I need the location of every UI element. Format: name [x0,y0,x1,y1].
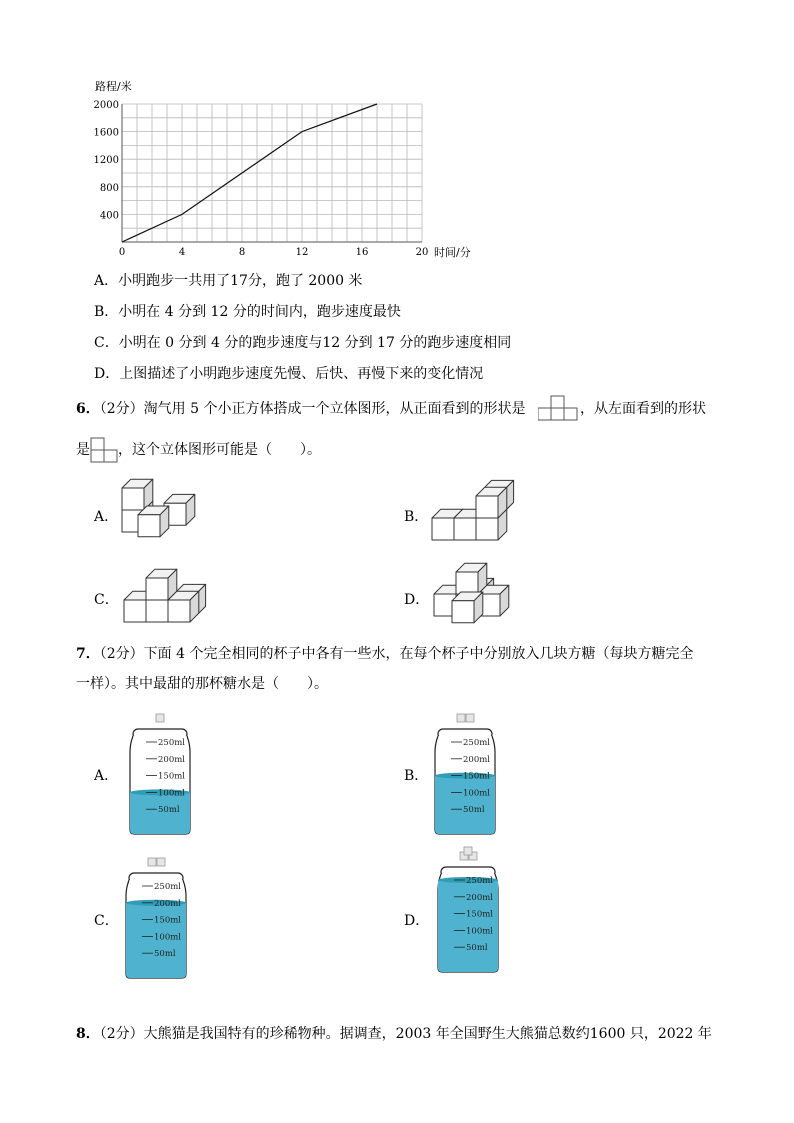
q7-score: （2分） [99,646,144,662]
scale-label: 150ml [158,771,186,782]
x-tick-label: 8 [238,247,246,258]
front-view-shape-icon [538,395,580,421]
q6-text-c: ，这个立体图形可能是（ ）。 [118,442,321,458]
q8-text-1: 大熊猫是我国特有的珍稀物种。据调查，2003 年全国野生大熊猫总数约1600 只，2022 年 [143,1026,712,1042]
q8-line-1 [76,1024,712,1044]
y-tick-label: 800 [99,182,119,194]
cube-front-face [124,600,146,622]
q5-option-b[interactable] [94,301,401,321]
cube-front-face [146,600,168,622]
cube [138,506,169,537]
cube-front-face [456,572,478,594]
q5-option-d-label: D． [94,366,120,382]
y-tick-label: 1200 [93,155,119,167]
distance-time-chart [90,72,490,262]
x-tick-label: 20 [415,247,429,258]
q6-number: 6． [76,401,100,417]
cube [456,563,487,594]
y-tick-label: 1600 [93,127,119,139]
cube [476,487,507,518]
cube-front-face [122,488,144,510]
cube-front-face [168,600,190,622]
y-axis-label: 路程/米 [95,80,132,93]
scale-label: 200ml [154,898,182,909]
cube-front-face [454,518,476,540]
q5-option-c[interactable] [94,332,511,352]
scale-label: 50ml [466,943,488,954]
scale-label: 200ml [463,754,491,765]
q5-option-c-text: 小明在 0 分到 4 分的跑步速度与12 分到 17 分的跑步速度相同 [118,335,512,351]
q7-text-1: 下面 4 个完全相同的杯子中各有一些水，在每个杯子中分别放入几块方糖（每块方糖完全 [143,646,694,662]
q8-score: （2分） [99,1026,144,1042]
x-tick-label: 16 [355,247,369,258]
scale-label: 200ml [158,754,186,765]
sugar-cubes [148,858,165,866]
cube-front-face [138,515,160,537]
cube-front-face [476,496,498,518]
cube [452,592,483,623]
q6-option-d-cubes[interactable] [430,562,520,628]
scale-label: 100ml [466,926,494,937]
scale-label: 100ml [154,932,182,943]
scale-label: 250ml [466,876,494,886]
x-axis-label: 时间/分 [434,246,471,259]
x-tick-label: 12 [295,247,309,258]
x-tick-label: 0 [118,247,126,258]
scale-label: 250ml [158,738,186,748]
q6-line-2-start: 是 [76,442,90,458]
q7-option-a-jar[interactable] [120,708,200,838]
q7-option-d-label[interactable]: D． [404,913,430,929]
cube-front-face [146,578,168,600]
sugar-cubes [460,847,477,860]
sugar-cubes [156,714,164,722]
scale-label: 50ml [463,805,485,816]
sugar-cube [156,714,164,722]
scale-label: 100ml [158,788,186,799]
q7-option-b-jar[interactable] [425,708,505,838]
scale-label: 100ml [463,788,491,799]
sugar-cube [157,858,165,866]
q6-option-b-cubes[interactable] [428,484,528,544]
y-tick-label: 2000 [93,100,119,111]
q6-option-c-cubes[interactable] [120,566,220,626]
scale-label: 50ml [158,805,180,816]
q7-number: 7． [76,646,100,662]
sugar-cube [148,858,156,866]
q7-line-2: 一样）。其中最甜的那杯糖水是（ ）。 [76,676,328,692]
scale-label: 150ml [463,771,491,782]
sugar-cubes [457,714,474,722]
cube-front-face [476,518,498,540]
scale-label: 250ml [154,882,182,892]
q5-option-b-text: 小明在 4 分到 12 分的时间内，跑步速度最快 [118,304,401,320]
q7-option-c-jar[interactable] [116,852,196,987]
q6-text-b: ，从左面看到的形状 [580,401,706,417]
q7-option-a-label[interactable]: A． [94,768,119,784]
q6-line-1 [76,399,525,419]
sugar-cube [464,847,472,855]
scale-label: 200ml [466,892,494,903]
q5-option-a-text: 小明跑步一共用了17分，跑了 2000 米 [118,273,363,289]
q7-option-c-label[interactable]: C． [94,913,119,929]
chart-svg [90,72,490,262]
scale-label: 150ml [154,915,182,926]
q5-option-a[interactable] [94,270,362,290]
q6-text-a: 淘气用 5 个小正方体搭成一个立体图形，从正面看到的形状是 [143,401,526,417]
q5-option-c-label: C． [94,335,119,351]
q6-score: （2分） [99,401,144,417]
q7-option-b-label[interactable]: B． [404,768,429,784]
q7-line-1 [76,644,693,664]
q5-option-d[interactable] [94,363,483,383]
scale-label: 250ml [463,738,491,748]
left-view-shape-icon [90,437,120,465]
cube [122,479,153,510]
cube-front-face [452,601,474,623]
q6-option-c-label[interactable]: C． [94,592,119,608]
q5-option-a-label: A． [94,273,119,289]
x-tick-label: 4 [178,247,186,258]
y-tick-label: 400 [99,210,119,222]
q6-option-b-label[interactable]: B． [404,509,429,525]
sugar-cube [457,714,465,722]
q6-option-a-cubes[interactable] [118,480,198,540]
scale-label: 150ml [466,909,494,920]
q5-option-b-label: B． [94,304,119,320]
cube [146,569,177,600]
q6-option-d-label[interactable]: D． [404,592,430,608]
q8-number: 8． [76,1026,100,1042]
cube-front-face [432,518,454,540]
sugar-cube [466,714,474,722]
scale-label: 50ml [154,949,176,960]
q7-option-d-jar[interactable] [428,846,508,987]
q6-option-a-label[interactable]: A． [94,509,119,525]
q5-option-d-text: 上图描述了小明跑步速度先慢、后快、再慢下来的变化情况 [119,366,484,382]
